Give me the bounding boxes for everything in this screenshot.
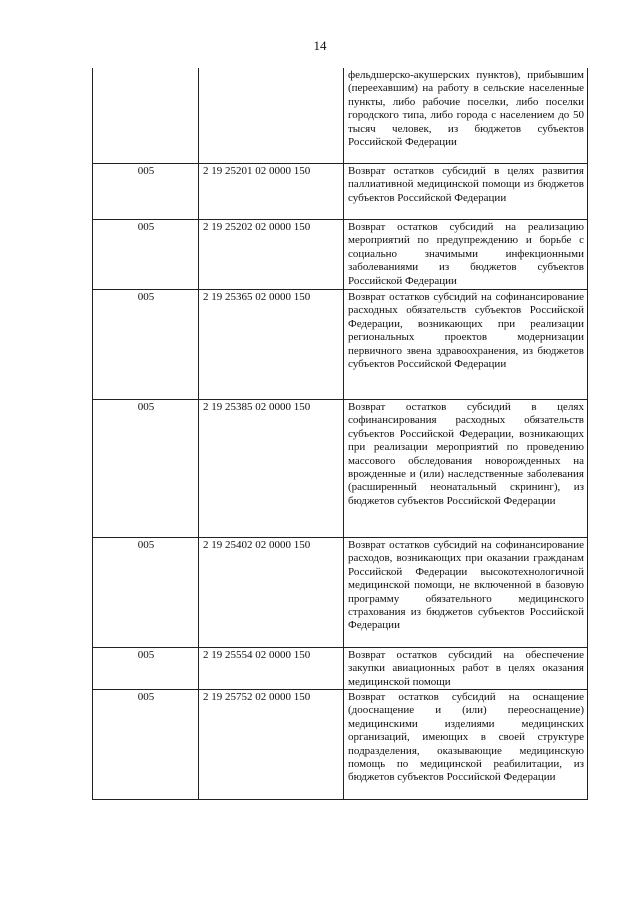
table-row	[93, 538, 588, 648]
description-text: Возврат остатков субсидий на софинансирование расходных обязательств субъектов Российской Федерации, возникающих при реализации региональных проектов модернизации первичного звена здравоохранения, из бюджетов субъектов Российской Федерации	[348, 291, 584, 371]
budget-code-cell: 2 19 25752 02 0000 150	[199, 690, 344, 800]
description-text: Возврат остатков субсидий в целях развития паллиативной медицинской помощи из бюджетов субъектов Российской Федерации	[348, 165, 584, 204]
admin-code-cell: 005	[93, 400, 199, 538]
description-text: Возврат остатков субсидий на софинансирование расходов, возникающих при оказании гражданам Российской Федерации высокотехнологичной медицинской помощи, не включенной в базовую программу обязательного медицинского страхования из бюджетов субъектов Российской Федерации	[348, 539, 584, 632]
admin-code-cell: 005	[93, 164, 199, 220]
description-cell	[344, 400, 588, 538]
description-cell	[344, 220, 588, 290]
admin-code-cell: 005	[93, 538, 199, 648]
budget-code-table	[92, 68, 588, 800]
budget-code-cell: 2 19 25201 02 0000 150	[199, 164, 344, 220]
admin-code-cell: 005	[93, 220, 199, 290]
description-cell	[344, 290, 588, 400]
table-row	[93, 290, 588, 400]
description-text: Возврат остатков субсидий на обеспечение закупки авиационных работ в целях оказания медицинской помощи	[348, 649, 584, 688]
budget-code-cell: 2 19 25402 02 0000 150	[199, 538, 344, 648]
admin-code-cell: 005	[93, 290, 199, 400]
table-row	[93, 68, 588, 164]
description-text: Возврат остатков субсидий на реализацию мероприятий по предупреждению и борьбе с социально значимыми инфекционными заболеваниями из бюджетов субъектов Российской Федерации	[348, 221, 584, 287]
description-cell	[344, 68, 588, 164]
table-row	[93, 220, 588, 290]
admin-code-cell	[93, 68, 199, 164]
admin-code-cell: 005	[93, 648, 199, 690]
admin-code-cell: 005	[93, 690, 199, 800]
budget-code-cell: 2 19 25554 02 0000 150	[199, 648, 344, 690]
budget-code-cell: 2 19 25385 02 0000 150	[199, 400, 344, 538]
description-text: фельдшерско-акушерских пунктов), прибывшим (переехавшим) на работу в сельские населенные пункты, либо рабочие поселки, либо поселки городского типа, либо города с населением до 50 тысяч человек, из бюджетов субъектов Российской Федерации	[348, 69, 584, 149]
table-row	[93, 648, 588, 690]
table-row	[93, 400, 588, 538]
description-text: Возврат остатков субсидий на оснащение (дооснащение и (или) переоснащение) медицинскими изделиями медицинских организаций, имеющих в своей структуре подразделения, оказывающие медицинскую помощь по медицинской реабилитации, из бюджетов субъектов Российской Федерации	[348, 691, 584, 784]
description-cell	[344, 538, 588, 648]
page-number: 14	[313, 38, 327, 53]
budget-code-cell	[199, 68, 344, 164]
table-row	[93, 690, 588, 800]
description-cell	[344, 164, 588, 220]
budget-code-cell: 2 19 25202 02 0000 150	[199, 220, 344, 290]
description-text: Возврат остатков субсидий в целях софинансирования расходных обязательств субъектов Российской Федерации, возникающих при реализации мероприятий по проведению массового обследования новорожденных на врожденные и (или) наследственные заболевания (расширенный неонатальный скрининг), из бюджетов субъектов Российской Федерации	[348, 401, 584, 507]
description-cell	[344, 648, 588, 690]
budget-code-cell: 2 19 25365 02 0000 150	[199, 290, 344, 400]
description-cell	[344, 690, 588, 800]
table-row	[93, 164, 588, 220]
